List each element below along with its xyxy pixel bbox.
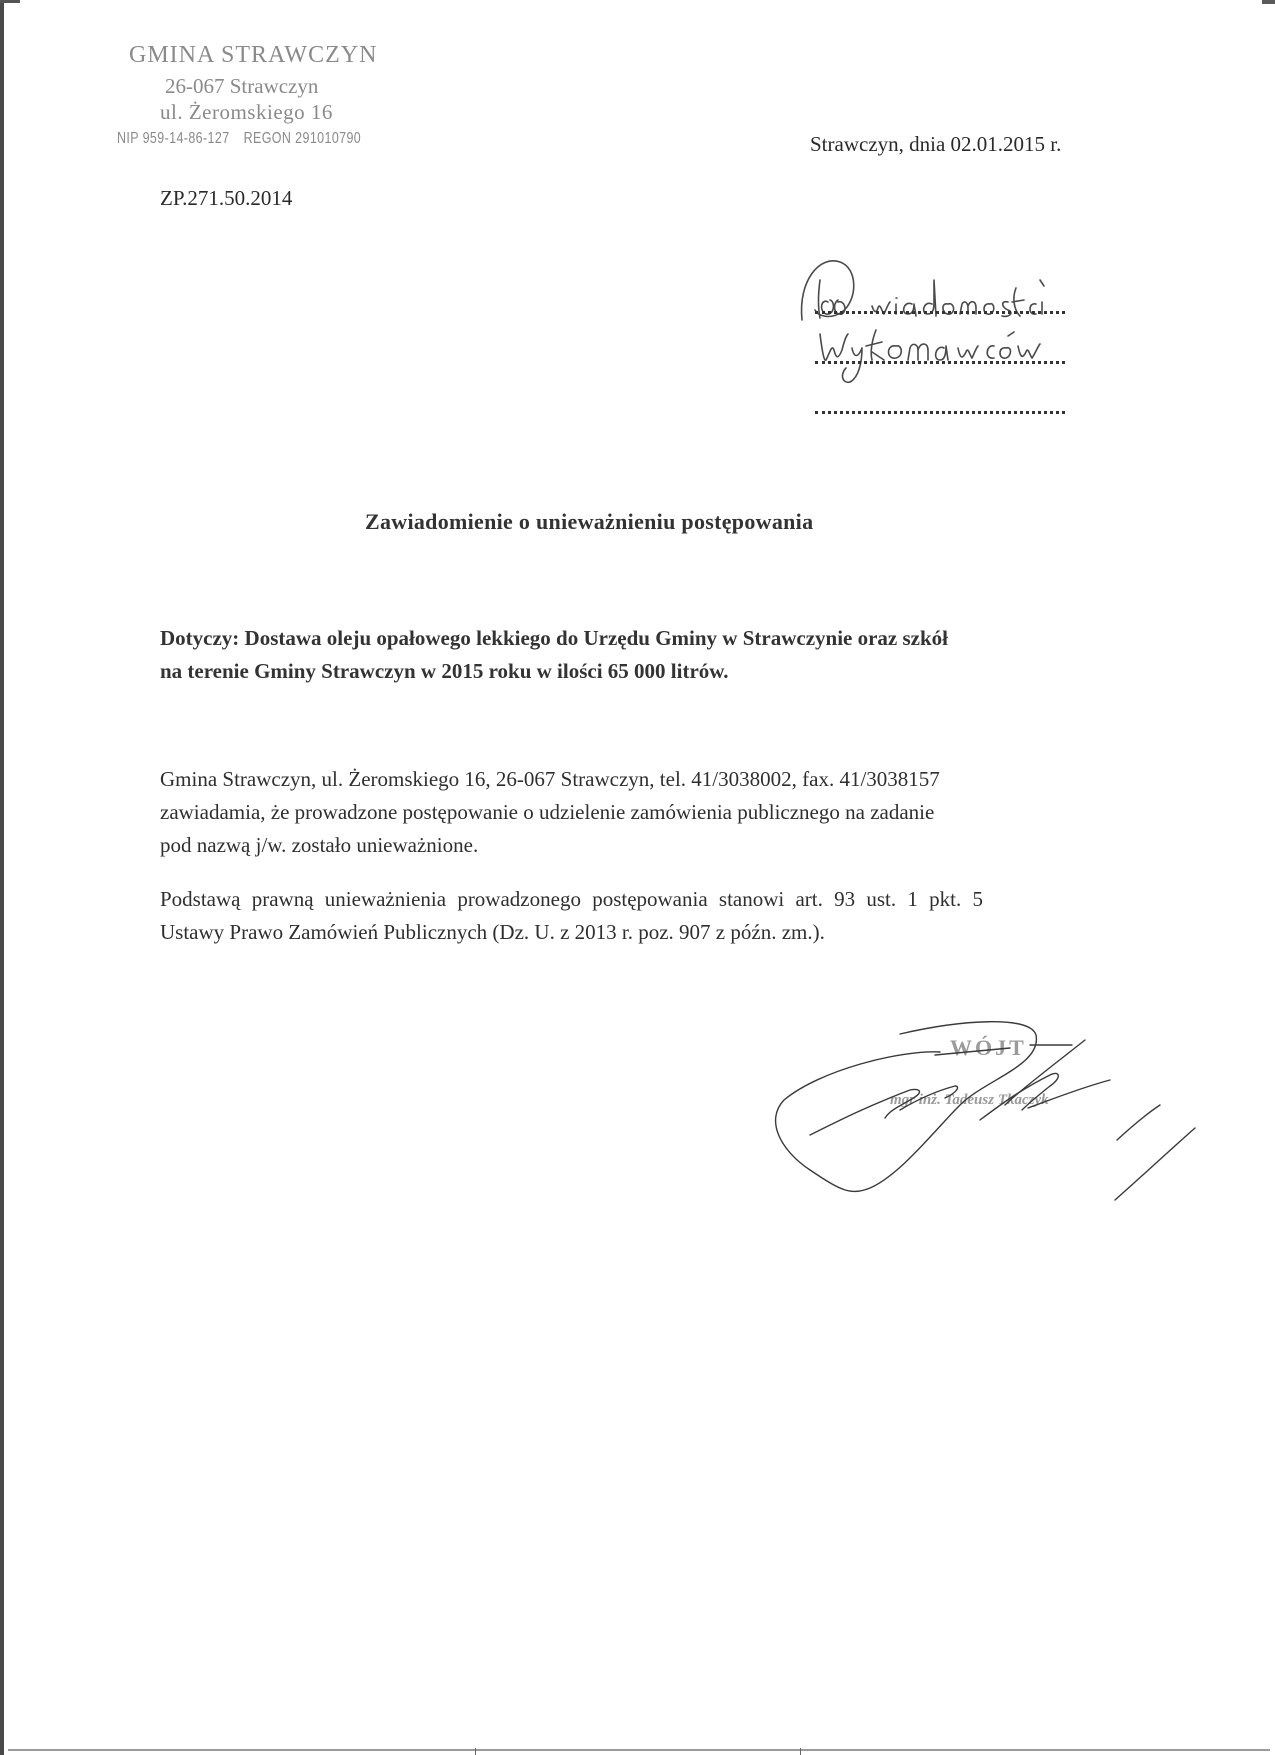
handwriting-stroke [1018,344,1040,358]
stamp-regon: REGON 291010790 [243,130,362,147]
subject-block [160,622,1140,688]
scan-edge-top-right [1262,0,1275,4]
reference-number: ZP.271.50.2014 [160,186,293,210]
handwriting-stroke [889,346,902,358]
handwriting-stroke [820,334,848,360]
subject-line: na terenie Gminy Strawczyn w 2015 roku w ilości 65 000 litrów. [160,659,729,683]
legal-basis-paragraph [160,883,1140,949]
dotted-line [815,411,1065,414]
handwriting-stroke [958,346,978,358]
stamp-name: GMINA STRAWCZYN [129,42,378,68]
stamp-street: ul. Żeromskiego 16 [160,100,333,124]
signature-stroke [1005,1040,1085,1105]
signature-stroke [810,1089,919,1135]
document-title: Zawiadomienie o unieważnieniu postępowania [365,509,814,534]
stamp-ids [117,130,375,148]
scan-edge-top [0,0,20,3]
scan-fold-mark [475,1748,476,1755]
handwriting-stroke [908,344,928,360]
paragraph-line: zawiadamia, że prowadzone postępowanie o udzielenie zamówienia publicznego na zadanie [160,800,935,824]
handwriting-stroke [904,303,916,316]
stamp-city: 26-067 Strawczyn [165,74,319,98]
scan-fold-mark [800,1748,801,1755]
date-line: Strawczyn, dnia 02.01.2015 r. [810,132,1062,156]
subject-line: Dotyczy: Dostawa oleju opałowego lekkiego do Urzędu Gminy w Strawczynie oraz szkół [160,626,948,650]
dotted-line [815,311,1065,314]
signature-stamp-name: mgr inż. Tadeusz Tkaczyk [890,1092,1049,1108]
paragraph-line: Gmina Strawczyn, ul. Żeromskiego 16, 26-067 Strawczyn, tel. 41/3038002, fax. 41/3038157 [160,767,940,791]
handwriting-stroke [1002,302,1011,317]
scan-edge-bottom [8,1749,1270,1751]
handwriting-stroke [1000,348,1011,358]
signature-stroke [935,1048,1010,1055]
handwritten-signature [760,1010,1200,1230]
handwriting-stroke [936,346,948,360]
handwriting-stroke [987,346,994,358]
handwriting-stroke [866,330,884,360]
signature-stamp-title: WÓJT [950,1035,1027,1060]
paragraph-line: Ustawy Prawo Zamówień Publicznych (Dz. U. z 2013 r. poz. 907 z późn. zm.). [160,920,825,944]
signature-stroke [1117,1105,1160,1140]
paragraph-line: pod nazwą j/w. zostało unieważnione. [160,833,479,857]
notice-paragraph [160,763,1140,862]
signature-stroke [1115,1128,1195,1200]
scan-edge-left [0,0,4,1755]
stamp-nip: NIP 959-14-86-127 [117,130,230,147]
signature-stroke [900,1086,958,1110]
dotted-line [815,361,1065,364]
handwriting-stroke [843,348,862,382]
handwritten-note [780,240,1100,410]
signature-stroke [980,1073,1058,1120]
handwriting-stroke [1008,332,1014,336]
paragraph-line: Podstawą prawną unieważnienia prowadzonego postępowania stanowi art. 93 ust. 1 pkt. 5 [160,887,983,911]
handwriting-stroke [1030,280,1044,314]
